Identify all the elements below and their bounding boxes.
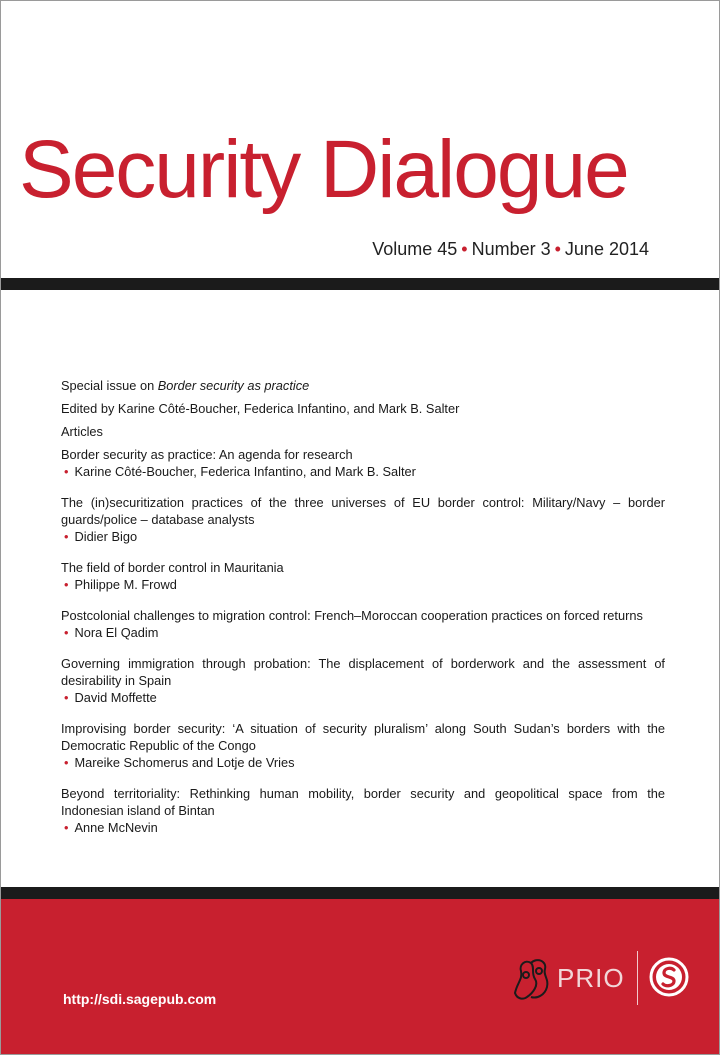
top-rule xyxy=(1,278,719,290)
article-item xyxy=(61,559,665,593)
article-title: Governing immigration through probation: The displacement of borderwork and the assessment of desirability in Spain xyxy=(61,656,665,688)
issue-info xyxy=(372,239,649,260)
prio-figures-icon xyxy=(509,953,555,1005)
bullet-icon: • xyxy=(64,464,69,479)
journal-url[interactable]: http://sdi.sagepub.com xyxy=(63,991,217,1007)
article-authors: • Mareike Schomerus and Lotje de Vries xyxy=(64,755,295,770)
bullet-icon: • xyxy=(64,577,69,592)
bottom-rule xyxy=(1,887,719,899)
bullet-icon: • xyxy=(64,529,69,544)
article-title: Border security as practice: An agenda for research xyxy=(61,447,353,462)
footer-band xyxy=(1,899,719,1054)
bullet-icon: • xyxy=(64,625,69,640)
bullet-icon: • xyxy=(64,690,69,705)
bullet-icon: • xyxy=(64,820,69,835)
prio-logo xyxy=(509,953,639,1005)
article-item xyxy=(61,446,665,480)
journal-title: Security Dialogue xyxy=(19,124,628,215)
article-authors: • Nora El Qadim xyxy=(64,625,159,640)
volume: Volume 45 xyxy=(372,239,458,259)
article-item xyxy=(61,655,665,706)
number: Number 3 xyxy=(471,239,551,259)
bullet-icon: • xyxy=(554,239,561,259)
sage-logo-icon xyxy=(649,957,689,997)
article-authors: • Didier Bigo xyxy=(64,529,138,544)
article-authors: • Anne McNevin xyxy=(64,820,158,835)
article-authors: • Karine Côté-Boucher, Federica Infantino, and Mark B. Salter xyxy=(64,464,416,479)
section-label: Articles xyxy=(61,424,103,439)
bullet-icon: • xyxy=(64,755,69,770)
article-item xyxy=(61,494,665,545)
article-title: Postcolonial challenges to migration control: French–Moroccan cooperation practices on forced returns xyxy=(61,608,643,623)
table-of-contents xyxy=(61,377,665,850)
article-item xyxy=(61,607,665,641)
issue-date: June 2014 xyxy=(564,239,649,259)
article-title: Beyond territoriality: Rethinking human mobility, border security and geopolitical space from the Indonesian island of Bintan xyxy=(61,786,665,818)
prio-label: PRIO xyxy=(557,963,625,993)
article-authors: • Philippe M. Frowd xyxy=(64,577,177,592)
article-title: Improvising border security: ‘A situation of security pluralism’ along South Sudan’s borders with the Democratic Republic of the Congo xyxy=(61,721,665,753)
editors-line: Edited by Karine Côté-Boucher, Federica Infantino, and Mark B. Salter xyxy=(61,401,460,416)
article-title: The (in)securitization practices of the three universes of EU border control: Military/Navy – border guards/police – database analysts xyxy=(61,495,665,527)
article-title: The field of border control in Mauritania xyxy=(61,560,284,575)
special-issue-line: Special issue on Border security as practice xyxy=(61,378,310,393)
article-item xyxy=(61,785,665,836)
article-authors: • David Moffette xyxy=(64,690,157,705)
logo-divider xyxy=(637,951,638,1005)
bullet-icon: • xyxy=(461,239,468,259)
article-item xyxy=(61,720,665,771)
